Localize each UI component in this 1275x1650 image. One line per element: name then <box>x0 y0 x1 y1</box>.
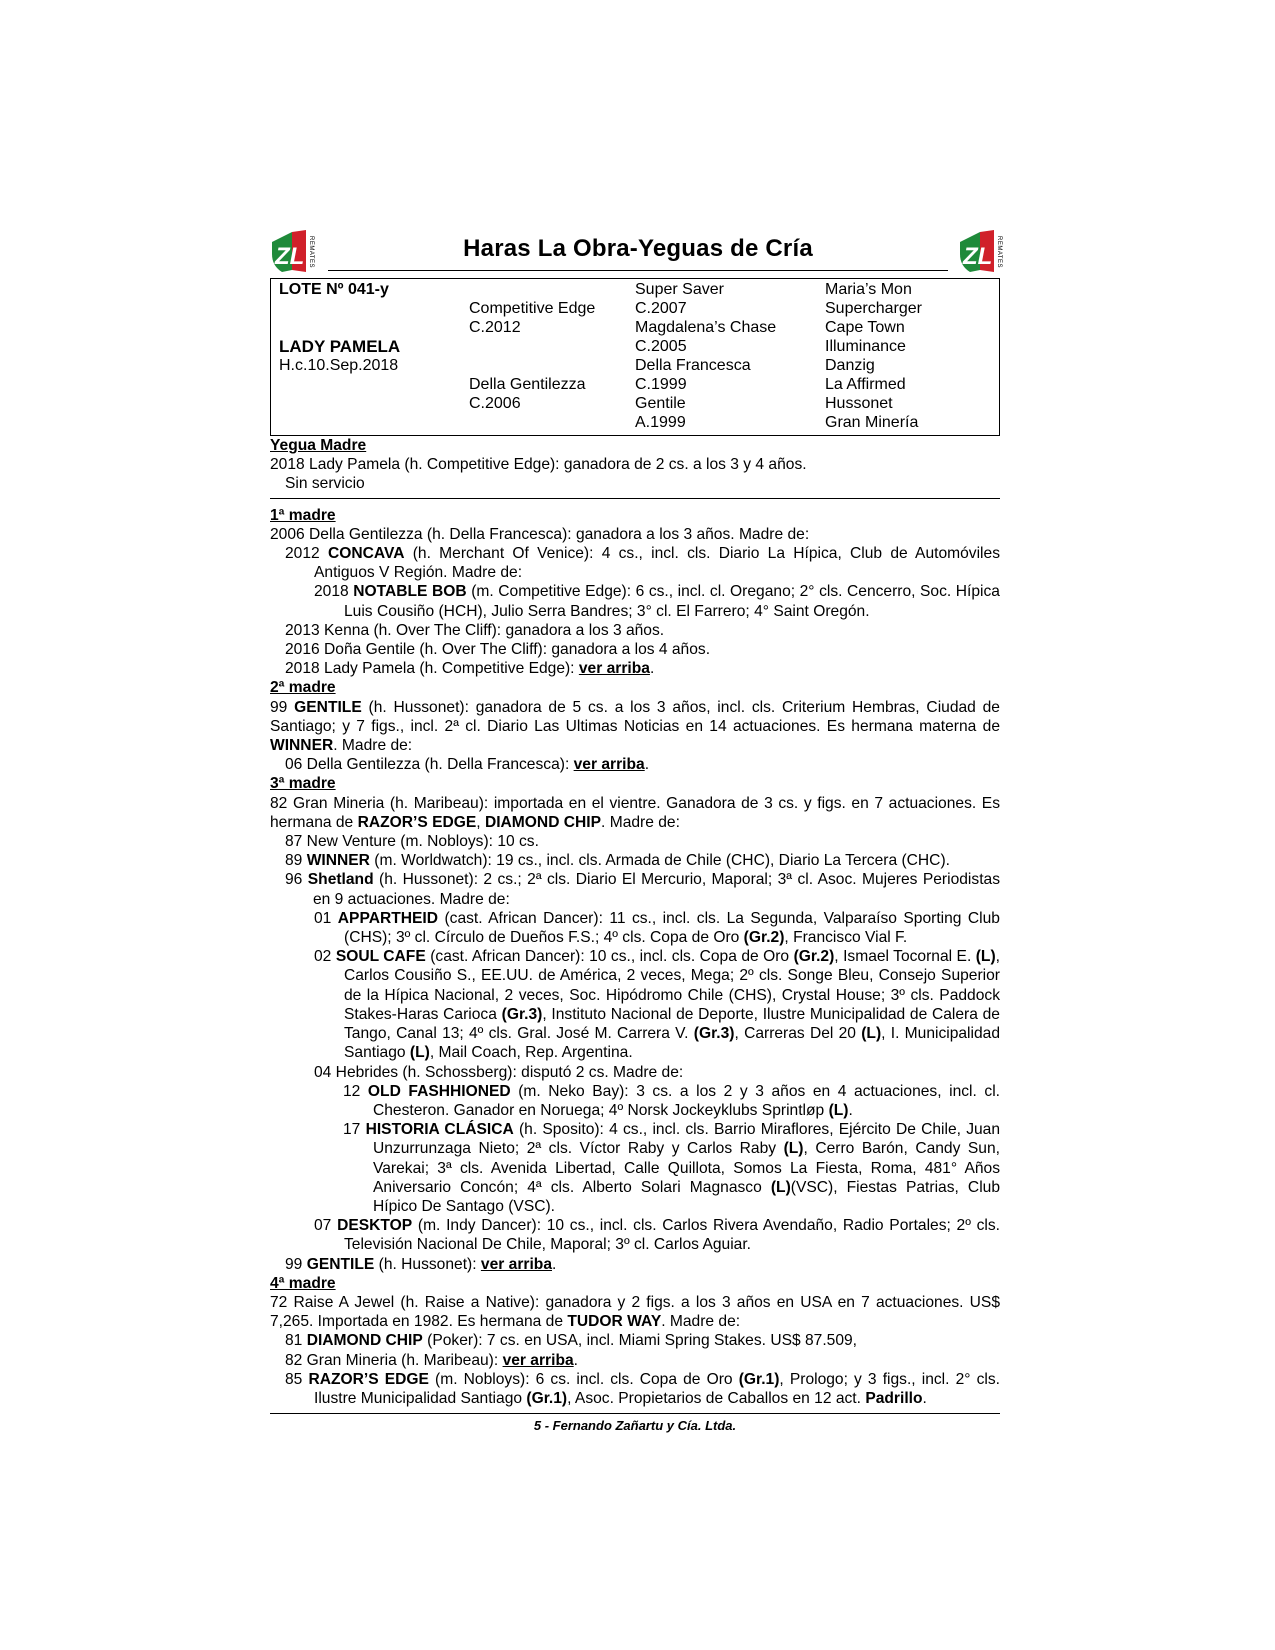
sire: Competitive Edge <box>469 300 596 317</box>
produce-entry: 87 New Venture (m. Nobloys): 10 cs. <box>285 833 539 851</box>
produce-entry: 02 SOUL CAFE (cast. African Dancer): 10 cs., incl. cls. Copa de Oro (Gr.2), Ismael Tocornal E. (L), Carlos Cousiño S., EE.UU. de América, 2 veces, Mega; 2º cls. Songe Bleu, Consejo Superior de la Hípica Nacional, 2 veces, Soc. Hipódromo Chile (CHS), Crystal House; 3º cls. Paddock Stakes-Haras Carioca (Gr.3), Instituto Nacional de Deporte, Ilustre Municipalidad de Calera de Tango, Canal 13; 4º cls. Gral. José M. Carrera V. (Gr.3), Carreras Del 20 (L), I. Municipalidad Santiago (L), Mail Coach, Rep. Argentina. <box>314 948 1001 1062</box>
catalog-text <box>270 436 1000 1408</box>
produce-entry: 81 DIAMOND CHIP (Poker): 7 cs. en USA, incl. Miami Spring Stakes. US$ 87.509, <box>285 1332 858 1350</box>
produce-entry: 17 HISTORIA CLÁSICA (h. Sposito): 4 cs., incl. cls. Barrio Miraflores, Ejército De Chile, Juan Unzurrunzaga Nieto; 2ª cls. Víctor Raby y Carlos Raby (L), Cerro Barón, Candy Sun, Varekai; 3ª cls. Avenida Libertad, Calle Quillota, Somos La Fiesta, Roma, 481° Años Aniversario Concón; 4ª cls. Alberto Solari Magnasco (L)(VSC), Fiestas Patrias, Club Hípico De Santago (VSC). <box>343 1121 1001 1215</box>
grandparent-entry: C.2005 <box>635 338 687 355</box>
produce-entry: 2012 CONCAVA (h. Merchant Of Venice): 4 cs., incl. cls. Diario La Hípica, Club de Automóviles Antiguos V Región. Madre de: <box>285 545 1000 582</box>
produce-entry: 2018 Lady Pamela (h. Competitive Edge): ver arriba. <box>285 660 655 678</box>
page-title: Haras La Obra-Yeguas de Cría <box>463 235 813 262</box>
produce-entry: 2018 NOTABLE BOB (m. Competitive Edge): 6 cs., incl. cl. Oregano; 2° cls. Cencerro, Soc. Hípica Luis Cousiño (HCH), Julio Serra Bandres; 3° cl. El Farrero; 4° Saint Oregón. <box>314 583 1000 620</box>
header <box>270 228 1000 278</box>
pedigree-parents-column <box>469 280 595 413</box>
ver-arriba-link: ver arriba <box>573 756 645 774</box>
service-status: Sin servicio <box>285 475 365 493</box>
logo-side-text: REMATES <box>996 236 1002 269</box>
great-grandparent-entry: Supercharger <box>825 300 922 317</box>
produce-entry: 04 Hebrides (h. Schossberg): disputó 2 cs. Madre de: <box>314 1063 684 1081</box>
grandparent-entry: Super Saver <box>635 281 724 298</box>
logo-letters: ZL <box>963 243 993 270</box>
produce-entry: 12 OLD FASHHIONED (m. Neko Bay): 3 cs. a los 2 y 3 años en 4 actuaciones, incl. cl. Chesteron. Ganador en Noruega; 4º Norsk Jockeyklubs Sprintløp (L). <box>343 1082 1000 1119</box>
ver-arriba-link: ver arriba <box>578 660 650 678</box>
produce-entry: 2013 Kenna (h. Over The Cliff): ganadora a los 3 años. <box>285 621 665 639</box>
produce-entry: 01 APPARTHEID (cast. African Dancer): 11 cs., incl. cls. La Segunda, Valparaíso Sporting Club (CHS); 3º cl. Círculo de Dueños F.S.; 4º cls. Copa de Oro (Gr.2), Francisco Vial F. <box>314 909 1000 947</box>
dam: Della Gentilezza <box>469 376 586 393</box>
dam-intro: 82 Gran Mineria (h. Maribeau): importada en el vientre. Ganadora de 3 cs. y figs. en 7 actuaciones. Es hermana de RAZOR’S EDGE, DIAMOND CHIP. Madre de: <box>270 794 1000 831</box>
page-footer: 5 - Fernando Zañartu y Cía. Ltda. <box>533 1418 737 1434</box>
great-grandparent-entry: Cape Town <box>825 319 905 336</box>
ver-arriba-link: ver arriba <box>502 1351 574 1369</box>
footer-divider <box>270 1413 1000 1414</box>
dam-intro: 72 Raise A Jewel (h. Raise a Native): ganadora y 2 figs. a los 3 años en USA en 7 actuaciones. US$ 7,265. Importada en 1982. Es hermana de TUDOR WAY. Madre de: <box>270 1293 1000 1331</box>
produce-entry: 85 RAZOR’S EDGE (m. Nobloys): 6 cs. incl. cls. Copa de Oro (Gr.1), Prologo; y 3 figs., incl. 2° cls. Ilustre Municipalidad Santiago (Gr.1), Asoc. Propietarios de Caballos en 12 act. Padrillo. <box>285 1370 1000 1407</box>
pedigree-table <box>270 278 1000 436</box>
grandparent-entry: Della Francesca <box>635 357 751 374</box>
great-grandparent-entry: Illuminance <box>825 338 906 355</box>
pedigree-subject-column <box>279 280 400 375</box>
section-heading-3a-madre: 3ª madre <box>270 775 336 793</box>
sire-year: C.2012 <box>469 319 521 336</box>
produce-entry: 82 Gran Mineria (h. Maribeau): ver arriba. <box>285 1351 578 1369</box>
pedigree-grandparents-column <box>635 280 776 432</box>
section-divider <box>270 498 1000 499</box>
section-heading-4a-madre: 4ª madre <box>270 1274 336 1292</box>
title-underline <box>328 270 948 271</box>
pedigree-great-grandparents-column <box>825 280 922 432</box>
horse-info: H.c.10.Sep.2018 <box>279 357 399 374</box>
great-grandparent-entry: Maria’s Mon <box>825 281 912 298</box>
section-heading-1a-madre: 1ª madre <box>270 506 336 524</box>
grandparent-entry: Gentile <box>635 395 686 412</box>
great-grandparent-entry: Danzig <box>825 357 875 374</box>
logo-letters: ZL <box>275 243 305 270</box>
dam-intro: 99 GENTILE (h. Hussonet): ganadora de 5 cs. a los 3 años, incl. cls. Criterium Hembras, Ciudad de Santiago; y 7 figs., incl. 2ª cl. Diario Las Ultimas Noticias en 14 actuaciones. Es hermana materna de WINNER. Madre de: <box>270 698 1000 755</box>
section-heading-yegua-madre: Yegua Madre <box>270 437 367 454</box>
produce-entry: 89 WINNER (m. Worldwatch): 19 cs., incl. cls. Armada de Chile (CHC), Diario La Tercera (CHC). <box>285 852 950 870</box>
logo-side-text: REMATES <box>308 236 314 269</box>
grandparent-entry: C.2007 <box>635 300 687 317</box>
document-page <box>270 228 1000 1433</box>
produce-entry: 2016 Doña Gentile (h. Over The Cliff): ganadora a los 4 años. <box>285 641 711 659</box>
great-grandparent-entry: Hussonet <box>825 395 893 412</box>
zl-remates-logo-left <box>270 228 322 274</box>
produce-entry: 07 DESKTOP (m. Indy Dancer): 10 cs., incl. cls. Carlos Rivera Avendaño, Radio Portales; 2º cls. Televisión Nacional De Chile, Maporal; 3º cl. Carlos Aguiar. <box>314 1217 1000 1254</box>
produce-entry: 99 GENTILE (h. Hussonet): ver arriba. <box>285 1255 557 1273</box>
dam-intro: 2006 Della Gentilezza (h. Della Francesca): ganadora a los 3 años. Madre de: <box>270 525 810 543</box>
grandparent-entry: C.1999 <box>635 376 687 393</box>
great-grandparent-entry: La Affirmed <box>825 376 906 393</box>
section-heading-2a-madre: 2ª madre <box>270 679 336 697</box>
ver-arriba-link: ver arriba <box>480 1255 552 1273</box>
horse-name: LADY PAMELA <box>279 337 401 356</box>
dam-year: C.2006 <box>469 395 521 412</box>
grandparent-entry: Magdalena’s Chase <box>635 319 777 336</box>
produce-entry: 96 Shetland (h. Hussonet): 2 cs.; 2ª cls. Diario El Mercurio, Maporal; 3ª cl. Asoc. Mujeres Periodistas en 9 actuaciones. Madre de: <box>285 871 1000 908</box>
grandparent-entry: A.1999 <box>635 414 686 431</box>
produce-entry: 06 Della Gentilezza (h. Della Francesca): ver arriba. <box>285 756 650 774</box>
yegua-madre-line: 2018 Lady Pamela (h. Competitive Edge): ganadora de 2 cs. a los 3 y 4 años. <box>270 456 807 474</box>
great-grandparent-entry: Gran Minería <box>825 414 919 431</box>
lot-number: LOTE Nº 041-y <box>279 281 389 298</box>
zl-remates-logo-right <box>958 228 1010 274</box>
